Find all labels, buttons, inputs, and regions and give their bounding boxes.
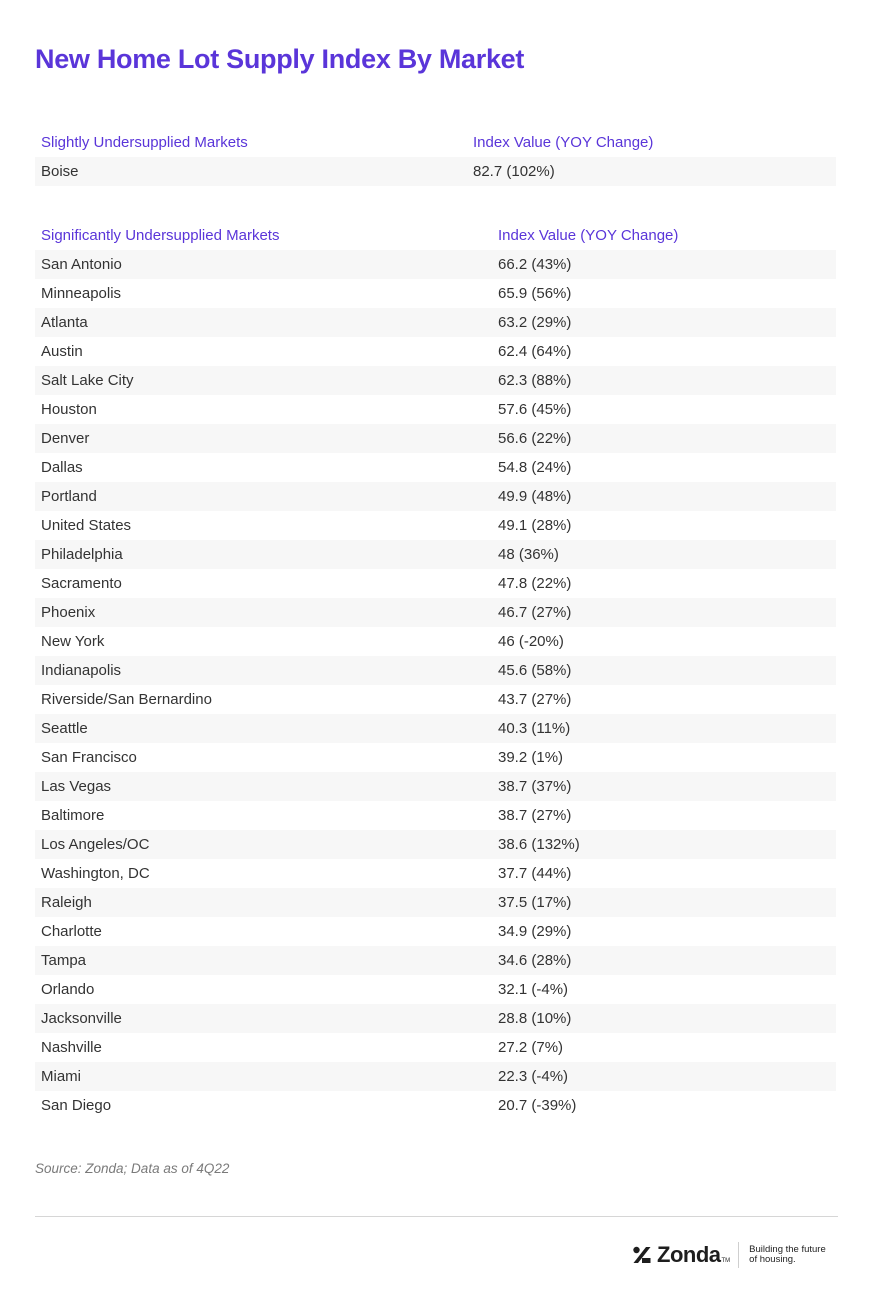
market-name: Phoenix [41,604,96,621]
index-value: 46.7 (27%) [498,604,572,621]
market-name: Dallas [41,459,83,476]
market-name: Washington, DC [41,865,150,882]
slightly-undersupplied-table [35,128,836,186]
table-row [35,975,836,1004]
market-name: Seattle [41,720,88,737]
table-row [35,279,836,308]
market-name: Minneapolis [41,285,122,302]
index-value: 56.6 (22%) [498,430,572,447]
table-row [35,917,836,946]
index-value: 34.9 (29%) [498,923,572,940]
index-value: 39.2 (1%) [498,749,564,766]
market-name: Austin [41,343,83,360]
market-name: Houston [41,401,97,418]
table-row [35,250,836,279]
table-row [35,888,836,917]
table-body [35,250,836,1120]
index-value: 28.8 (10%) [498,1010,572,1027]
table-row [35,1004,836,1033]
index-value: 38.7 (37%) [498,778,572,795]
index-value: 38.6 (132%) [498,836,580,853]
column-header-market: Slightly Undersupplied Markets [41,134,248,151]
market-name: Orlando [41,981,95,998]
table-row [35,743,836,772]
market-name: Atlanta [41,314,88,331]
trademark-mark: TM [721,1258,731,1264]
market-name: Philadelphia [41,546,123,563]
index-value: 49.9 (48%) [498,488,572,505]
index-value: 40.3 (11%) [498,720,571,737]
index-value: 37.7 (44%) [498,865,572,882]
table-row [35,424,836,453]
index-value: 63.2 (29%) [498,314,572,331]
index-value: 46 (-20%) [498,633,564,650]
market-name: Miami [41,1068,81,1085]
index-value: 32.1 (-4%) [498,981,569,998]
index-value: 66.2 (43%) [498,256,572,273]
table-row [35,830,836,859]
table-header [35,128,836,157]
index-value: 22.3 (-4%) [498,1068,569,1085]
index-value: 62.4 (64%) [498,343,572,360]
table-body [35,157,836,186]
index-value: 62.3 (88%) [498,372,572,389]
table-row [35,714,836,743]
index-value: 27.2 (7%) [498,1039,564,1056]
brand-footer [632,1240,831,1270]
market-name: San Antonio [41,256,122,273]
table-row [35,337,836,366]
table-row [35,569,836,598]
table-row [35,685,836,714]
significantly-undersupplied-table [35,221,836,1120]
market-name: Boise [41,163,79,180]
index-value: 48 (36%) [498,546,559,563]
brand-tagline [749,1245,831,1265]
index-value: 34.6 (28%) [498,952,572,969]
table-row [35,157,836,186]
market-name: New York [41,633,105,650]
table-row [35,1062,836,1091]
market-name: Jacksonville [41,1010,122,1027]
index-value: 47.8 (22%) [498,575,572,592]
index-value: 65.9 (56%) [498,285,572,302]
market-name: Las Vegas [41,778,112,795]
index-value: 82.7 (102%) [473,163,555,180]
page-title: New Home Lot Supply Index By Market [35,44,525,74]
tagline-line-1: Building the future [749,1244,826,1255]
brand-name: Zonda [657,1242,721,1267]
index-value: 45.6 (58%) [498,662,572,679]
index-value: 57.6 (45%) [498,401,572,418]
market-name: Charlotte [41,923,102,940]
table-row [35,772,836,801]
tagline-line-2: of housing. [749,1254,796,1265]
source-note: Source: Zonda; Data as of 4Q22 [35,1161,230,1176]
market-name: Nashville [41,1039,102,1056]
table-row [35,946,836,975]
table-row [35,859,836,888]
table-row [35,801,836,830]
table-row [35,395,836,424]
market-name: Riverside/San Bernardino [41,691,212,708]
market-name: Portland [41,488,97,505]
market-name: Sacramento [41,575,122,592]
table-row [35,540,836,569]
market-name: Los Angeles/OC [41,836,150,853]
index-value: 37.5 (17%) [498,894,572,911]
index-value: 54.8 (24%) [498,459,572,476]
column-header-index-value: Index Value (YOY Change) [498,227,679,244]
market-name: Raleigh [41,894,92,911]
zonda-percent-logo-icon [632,1245,652,1265]
table-row [35,308,836,337]
table-header [35,221,836,250]
market-name: San Diego [41,1097,112,1114]
table-row [35,1033,836,1062]
table-row [35,1091,836,1120]
market-name: United States [41,517,132,534]
index-value: 49.1 (28%) [498,517,572,534]
brand-separator [738,1242,739,1268]
table-row [35,366,836,395]
index-value: 43.7 (27%) [498,691,572,708]
market-name: Indianapolis [41,662,122,679]
market-name: San Francisco [41,749,137,766]
column-header-index-value: Index Value (YOY Change) [473,134,654,151]
table-row [35,627,836,656]
index-value: 38.7 (27%) [498,807,572,824]
table-row [35,598,836,627]
market-name: Salt Lake City [41,372,134,389]
index-value: 20.7 (-39%) [498,1097,577,1114]
column-header-market: Significantly Undersupplied Markets [41,227,280,244]
table-row [35,453,836,482]
footer-divider [35,1216,838,1217]
market-name: Baltimore [41,807,105,824]
table-row [35,511,836,540]
market-name: Tampa [41,952,87,969]
table-row [35,482,836,511]
market-name: Denver [41,430,90,447]
table-row [35,656,836,685]
